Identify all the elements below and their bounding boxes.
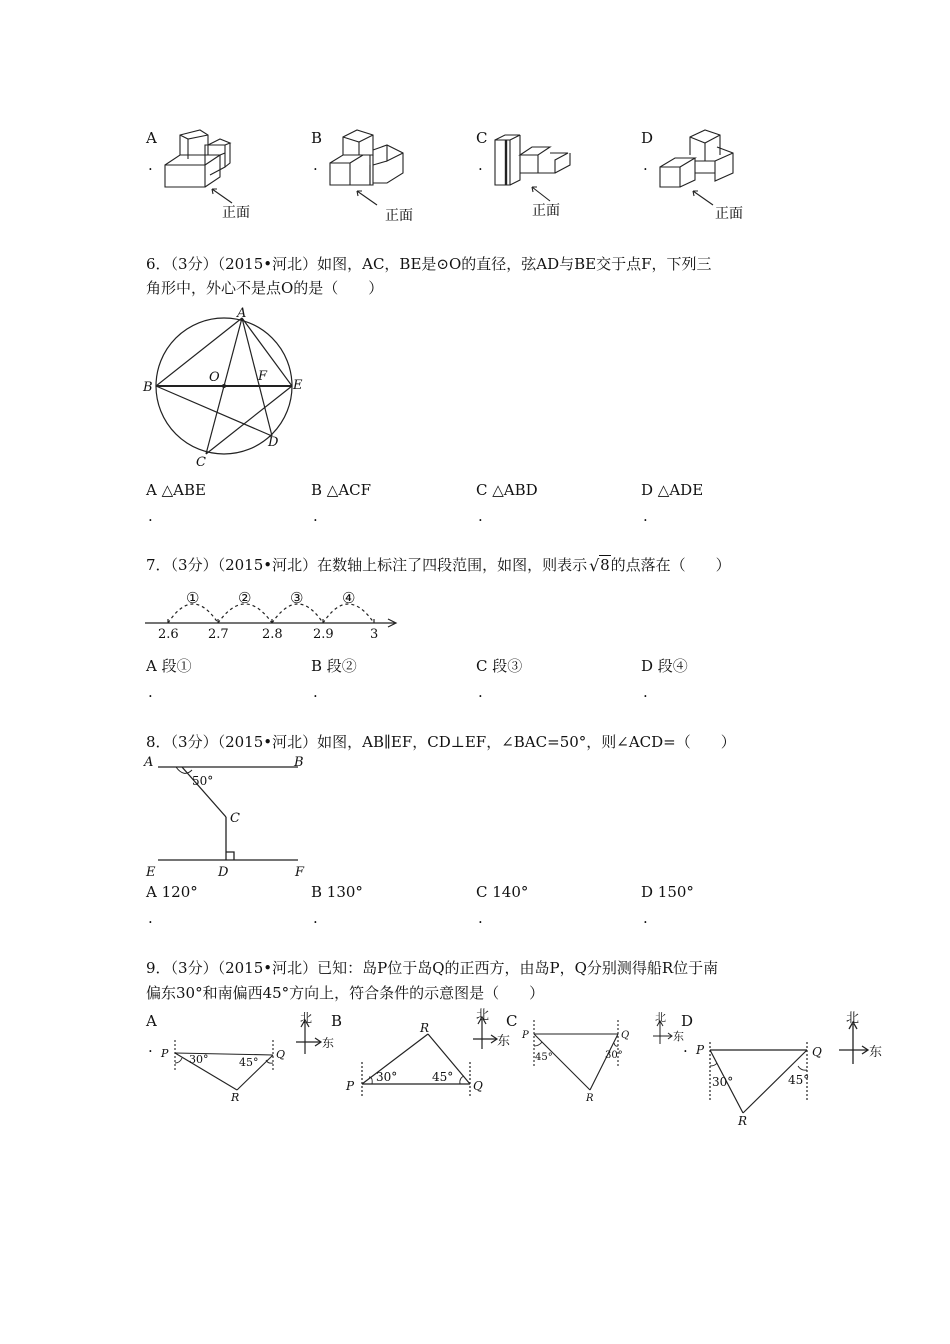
q6-option-a-dot: . [148,507,153,525]
q5-option-c-dot: . [478,156,483,174]
q9-d-label-p: P [696,1043,705,1057]
q6-label-e: E [293,378,303,393]
q7-tick-2: 2.7 [208,627,229,642]
q5-figure-d-label: 正面 [715,206,743,222]
q9-b-label-p: P [346,1079,355,1093]
q5-figure-c-label: 正面 [532,203,560,219]
q8-option-a-dot: . [148,909,153,927]
q7-option-d[interactable]: D 段④ [641,657,688,675]
q9-option-a-letter[interactable]: A [146,1012,157,1030]
q6-label-o: O [209,370,220,385]
q7-segment-4: ④ [342,589,356,607]
q9-option-c-letter[interactable]: C [506,1012,518,1030]
q6-label-d: D [268,435,279,450]
q6-option-d-dot: . [643,507,648,525]
q5-option-d-letter[interactable]: D [641,129,654,147]
q9-c-angle-1: 45° [535,1052,553,1063]
q9-compass-d-small-north: 北 [655,1011,666,1024]
q9-compass-d-north: 北 [846,1011,860,1026]
q7-option-c-dot: . [478,683,483,701]
q5-figure-d [655,125,765,225]
q8-option-b[interactable]: B 130° [311,883,363,901]
q5-option-a-letter[interactable]: A [146,129,157,147]
q9-figure-a [155,1035,295,1110]
q9-b-label-q: Q [473,1079,483,1093]
q5-option-c-letter[interactable]: C [476,129,488,147]
q7-option-c[interactable]: C 段③ [476,657,523,675]
q6-option-d[interactable]: D △ADE [641,481,704,499]
q9-b-angle-1: 30° [376,1070,398,1084]
q9-d-label-q: Q [812,1045,822,1059]
q5-option-b-dot: . [313,156,318,174]
sqrt-symbol-icon: √ [589,556,600,575]
q5-figure-a-label: 正面 [222,205,250,221]
q6-option-b[interactable]: B △ACF [311,481,372,499]
q8-label-d: D [218,865,229,880]
q9-b-angle-2: 45° [432,1070,454,1084]
q6-label-c: C [196,455,206,470]
q8-option-c-dot: . [478,909,483,927]
q8-label-f: F [295,865,305,880]
q8-option-b-dot: . [313,909,318,927]
q9-a-label-p: P [161,1047,169,1060]
q7-option-a[interactable]: A 段① [146,657,192,675]
q9-a-angle-2: 45° [239,1056,259,1069]
q9-compass-a-north: 北 [300,1011,313,1025]
q7-tick-4: 2.9 [313,627,334,642]
q5-figure-b [325,125,435,225]
q7-tick-1: 2.6 [158,627,179,642]
q7-radicand: 8 [600,556,610,574]
q8-angle-label: 50° [192,774,214,788]
q6-option-c-dot: . [478,507,483,525]
q9-compass-b-east: 东 [497,1034,511,1049]
q8-label-e: E [146,865,156,880]
q5-option-d-dot: . [643,156,648,174]
q6-option-a[interactable]: A △ABE [146,481,206,499]
q9-option-d-letter[interactable]: D [681,1012,694,1030]
q6-option-b-dot: . [313,507,318,525]
q8-option-d-dot: . [643,909,648,927]
q9-figure-d [690,1038,835,1133]
q7-segment-1: ① [186,589,200,607]
q8-label-a: A [144,755,154,770]
q5-figure-c [490,125,600,225]
q7-tick-5: 3 [370,627,379,642]
q7-option-d-dot: . [643,683,648,701]
q9-a-label-r: R [231,1091,240,1104]
q9-d-label-r: R [738,1114,748,1128]
q9-compass-d-small-east: 东 [673,1030,684,1043]
q8-label-c: C [230,811,240,826]
q7-option-b[interactable]: B 段② [311,657,357,675]
q9-c-angle-2: 30° [605,1050,623,1061]
q6-line2: 角形中，外心不是点O的是（ ） [146,279,384,297]
q7-segment-3: ③ [290,589,304,607]
q8-option-d[interactable]: D 150° [641,883,694,901]
q9-figure-c [520,1018,635,1108]
q7-line1-pre: 7．（3分）（2015•河北）在数轴上标注了四段范围，如图，则表示 [146,556,588,574]
q6-option-c[interactable]: C △ABD [476,481,538,499]
q9-c-label-p: P [522,1030,529,1041]
q6-label-f: F [258,369,268,384]
q9-option-a-dot: . [148,1038,153,1056]
q5-option-b-letter[interactable]: B [311,129,323,147]
q7-option-a-dot: . [148,683,153,701]
q9-compass-d [835,1008,890,1068]
q9-d-angle-2: 45° [788,1073,810,1087]
q7-number-line [140,585,410,645]
q9-compass-d-east: 东 [869,1045,883,1060]
q9-c-label-q: Q [621,1030,630,1041]
q9-c-label-r: R [586,1093,594,1104]
q9-line2: 偏东30°和南偏西45°方向上，符合条件的示意图是（ ） [146,984,545,1002]
q6-line1: 6．（3分）（2015•河北）如图，AC，BE是⊙O的直径，弦AD与BE交于点F，下列三 [146,255,712,273]
q9-d-angle-1: 30° [712,1075,734,1089]
q9-option-b-letter[interactable]: B [331,1012,343,1030]
q9-option-d-dot: . [683,1038,688,1056]
q5-figure-a [160,125,270,225]
q7-line1-post: 的点落在（ ） [610,556,731,574]
q9-line1: 9．（3分）（2015•河北）已知：岛P位于岛Q的正西方，由岛P，Q分别测得船R位于南 [146,959,719,977]
q7-line1 [146,554,731,576]
q7-tick-3: 2.8 [262,627,283,642]
q9-a-angle-1: 30° [189,1053,209,1066]
q7-segment-2: ② [238,589,252,607]
q7-sqrt [589,554,611,576]
q9-a-label-q: Q [276,1048,286,1061]
q8-line1: 8．（3分）（2015•河北）如图，AB∥EF，CD⊥EF，∠BAC=50°，则∠ACD=（ ） [146,733,736,751]
q6-circle-figure [140,305,310,475]
q8-option-c[interactable]: C 140° [476,883,529,901]
q8-option-a[interactable]: A 120° [146,883,198,901]
q8-label-b: B [294,755,304,770]
q6-label-a: A [237,306,247,321]
q9-b-label-r: R [420,1021,430,1035]
q8-parallel-figure [140,752,330,882]
q9-compass-a-east: 东 [322,1036,335,1050]
q5-option-a-dot: . [148,156,153,174]
q7-option-b-dot: . [313,683,318,701]
q6-label-b: B [143,380,153,395]
q9-compass-b-north: 北 [476,1008,490,1023]
q5-figure-b-label: 正面 [385,208,413,224]
